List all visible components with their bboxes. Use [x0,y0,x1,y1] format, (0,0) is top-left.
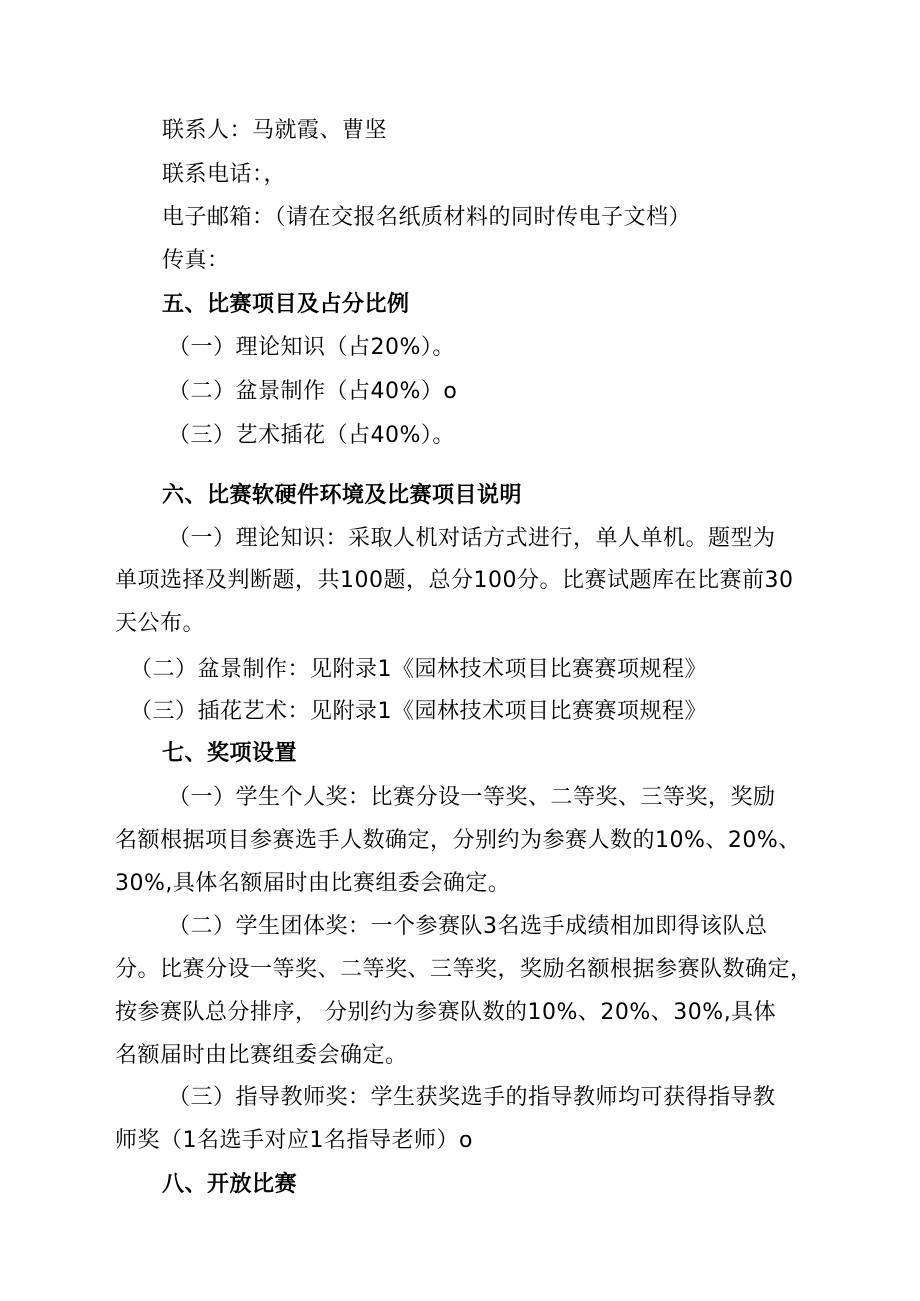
section-5-item: （二）盆景制作（占40%）o [168,379,458,404]
section-6-paragraph-line: 单项选择及判断题，共100题，总分100分。比赛试题库在比赛前30 [115,568,794,593]
section-7-paragraph-line: 师奖（1名选手对应1名指导老师）o [115,1128,473,1153]
section-6-paragraph-line: （一）理论知识：采取人机对话方式进行，单人单机。题型为 [168,526,776,551]
section-7-heading: 七、奖项设置 [162,741,298,766]
section-7-paragraph-line: （三）指导教师奖：学生获奖选手的指导教师均可获得指导教 [168,1085,776,1110]
section-6-paragraph-line: 天公布。 [115,611,206,636]
contact-person: 联系人：马就霞、曹坚 [162,118,388,143]
section-7-paragraph-line: 名额根据项目参赛选手人数确定，分别约为参赛人数的10%、20%、 [115,828,801,853]
section-8-heading: 八、开放比赛 [162,1172,298,1197]
section-7-paragraph-line: 分。比赛分设一等奖、二等奖、三等奖，奖励名额根据参赛队数确定， [115,957,813,982]
section-7-paragraph-line: （一）学生个人奖：比赛分设一等奖、二等奖、三等奖，奖励 [168,785,776,810]
contact-fax: 传真： [162,248,230,273]
section-6-paragraph: （三）插花艺术：见附录1《园林技术项目比赛赛项规程》 [130,699,707,724]
section-5-item: （三）艺术插花（占40%）。 [168,423,455,448]
contact-phone: 联系电话：， [162,162,287,187]
section-6-paragraph: （二）盆景制作：见附录1《园林技术项目比赛赛项规程》 [130,657,707,682]
section-5-item: （一）理论知识（占20%）。 [168,335,455,360]
section-7-paragraph-line: 按参赛队总分排序， 分别约为参赛队数的10%、20%、30%,具体 [115,1000,777,1025]
contact-email: 电子邮箱：（请在交报名纸质材料的同时传电子文档） [162,205,692,230]
section-7-paragraph-line: 30%,具体名额届时由比赛组委会确定。 [115,871,511,896]
section-7-paragraph-line: 名额届时由比赛组委会确定。 [115,1043,408,1068]
section-7-paragraph-line: （二）学生团体奖：一个参赛队3名选手成绩相加即得该队总 [168,914,768,939]
section-5-heading: 五、比赛项目及占分比例 [162,292,410,317]
section-6-heading: 六、比赛软硬件环境及比赛项目说明 [162,483,523,508]
